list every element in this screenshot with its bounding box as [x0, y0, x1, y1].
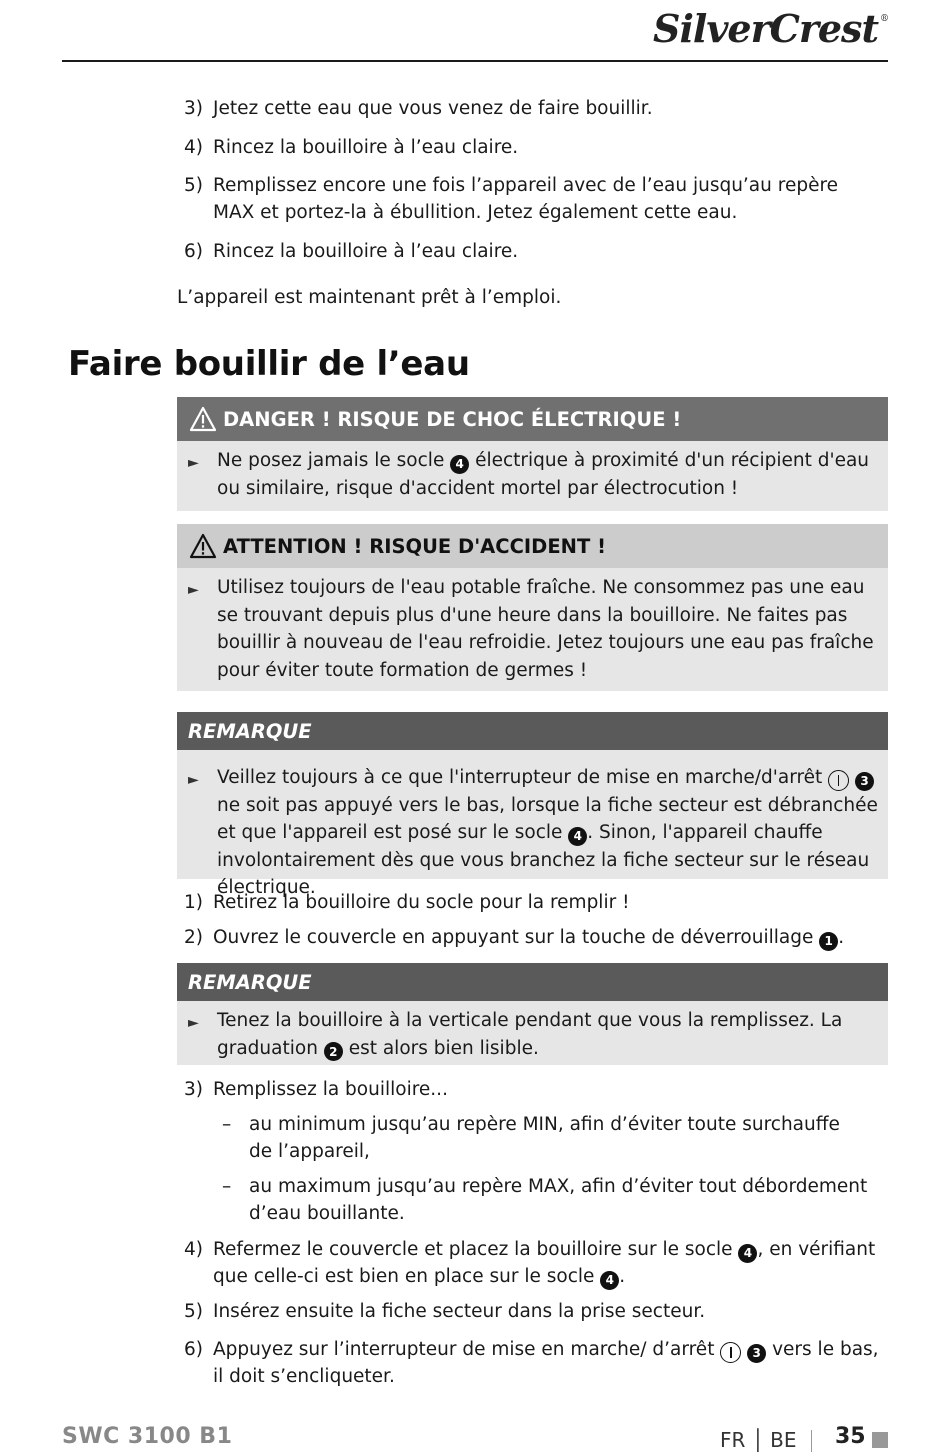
- bullet-arrow-icon: ►: [188, 455, 199, 471]
- danger-box: [177, 397, 888, 511]
- footer-language: FR │ BE: [720, 1428, 797, 1452]
- power-switch-icon: [828, 770, 849, 791]
- page-number: 35: [835, 1424, 866, 1449]
- attention-header: ATTENTION ! RISQUE D'ACCIDENT !: [177, 524, 888, 568]
- ref-number-icon: 4: [600, 1271, 619, 1290]
- step-2-mid: 2) Ouvrez le couvercle en appuyant sur la touche de déverrouillage 1 .: [184, 924, 884, 951]
- ref-number-icon: 1: [819, 932, 838, 951]
- step-3-top: 3) Jetez cette eau que vous venez de faire bouillir.: [184, 98, 653, 119]
- footer-model: SWC 3100 B1: [62, 1424, 233, 1449]
- bullet-arrow-icon: ►: [188, 1015, 199, 1031]
- bullet-arrow-icon: ►: [188, 582, 199, 598]
- step-6-bottom: 6) Appuyez sur l’interrupteur de mise en marche/ d’arrêt 3 vers le bas, il doit s’encliqueter.: [184, 1339, 879, 1387]
- note-box-2: [177, 963, 888, 1065]
- power-switch-icon: [720, 1342, 741, 1363]
- attention-box: [177, 524, 888, 691]
- section-title: Faire bouillir de l’eau: [68, 344, 470, 384]
- ref-number-icon: 3: [747, 1344, 766, 1363]
- ref-number-icon: 4: [738, 1244, 757, 1263]
- note-box-1: [177, 712, 888, 898]
- step-5-top: 5) Remplissez encore une fois l’appareil avec de l’eau jusqu’au repère MAX et portez-la à ébullition. Jetez également cette eau.: [184, 175, 839, 223]
- danger-body: ► Ne posez jamais le socle 4 électrique à proximité d'un récipient d'eau ou similaire, risque d'accident mortel par électrocution !: [188, 450, 870, 499]
- footer-square-icon: [872, 1432, 888, 1448]
- step-4-bottom: 4) Refermez le couvercle et placez la bouilloire sur le socle 4 , en vérifiant que celle-ci est bien en place sur le socle 4 .: [184, 1236, 888, 1290]
- step-4-top: 4) Rincez la bouilloire à l’eau claire.: [184, 137, 519, 158]
- footer-divider: [811, 1430, 812, 1452]
- attention-body: ► Utilisez toujours de l'eau potable fraîche. Ne consommez pas une eau se trouvant depuis plus d'une heure dans la bouilloire. Ne faites pas bouillir à nouveau de l'eau refroidie. Jetez toujours une eau pas fraîche pour éviter toute formation de germes !: [188, 577, 874, 681]
- ref-number-icon: 4: [568, 827, 587, 846]
- ref-number-icon: 3: [855, 772, 874, 791]
- step-1-mid: 1) Retirez la bouilloire du socle pour la remplir !: [184, 892, 630, 913]
- bullet-arrow-icon: ►: [188, 772, 199, 788]
- ref-number-icon: 2: [324, 1042, 343, 1061]
- step-5-bottom: 5) Insérez ensuite la fiche secteur dans la prise secteur.: [184, 1301, 706, 1322]
- brand-logo: SilverCrest ®: [653, 6, 888, 51]
- warning-triangle-icon: [189, 533, 217, 559]
- ready-text: L’appareil est maintenant prêt à l’emploi.: [177, 287, 562, 308]
- note-header-2: REMARQUE: [177, 963, 888, 1001]
- trademark-symbol: ®: [880, 14, 888, 24]
- step-6-top: 6) Rincez la bouilloire à l’eau claire.: [184, 241, 519, 262]
- warning-triangle-icon: [189, 406, 217, 432]
- note-header-1: REMARQUE: [177, 712, 888, 750]
- danger-header: DANGER ! RISQUE DE CHOC ÉLECTRIQUE !: [177, 397, 888, 441]
- note-body-1: ► Veillez toujours à ce que l'interrupteur de mise en marche/d'arrêt 3 ne soit pas appuyé vers le bas, lorsque la fiche secteur est débranchée et que l'appareil est posé sur le socle 4 . Sinon, l'appareil chauffe involontairement dès que vous branchez la fiche secteur sur le réseau électrique.: [188, 767, 878, 898]
- note-body-2: ► Tenez la bouilloire à la verticale pendant que vous la remplissez. La graduation 2 est alors bien lisible.: [177, 1001, 888, 1068]
- ref-number-icon: 4: [450, 455, 469, 474]
- dash-item-max: – au maximum jusqu’au repère MAX, afin d’éviter tout débordement d’eau bouillante.: [222, 1176, 868, 1224]
- dash-item-min: – au minimum jusqu’au repère MIN, afin d’éviter toute surchauffe de l’appareil,: [222, 1114, 840, 1162]
- step-3-bottom: 3) Remplissez la bouilloire...: [184, 1079, 448, 1100]
- header-rule: [62, 60, 888, 62]
